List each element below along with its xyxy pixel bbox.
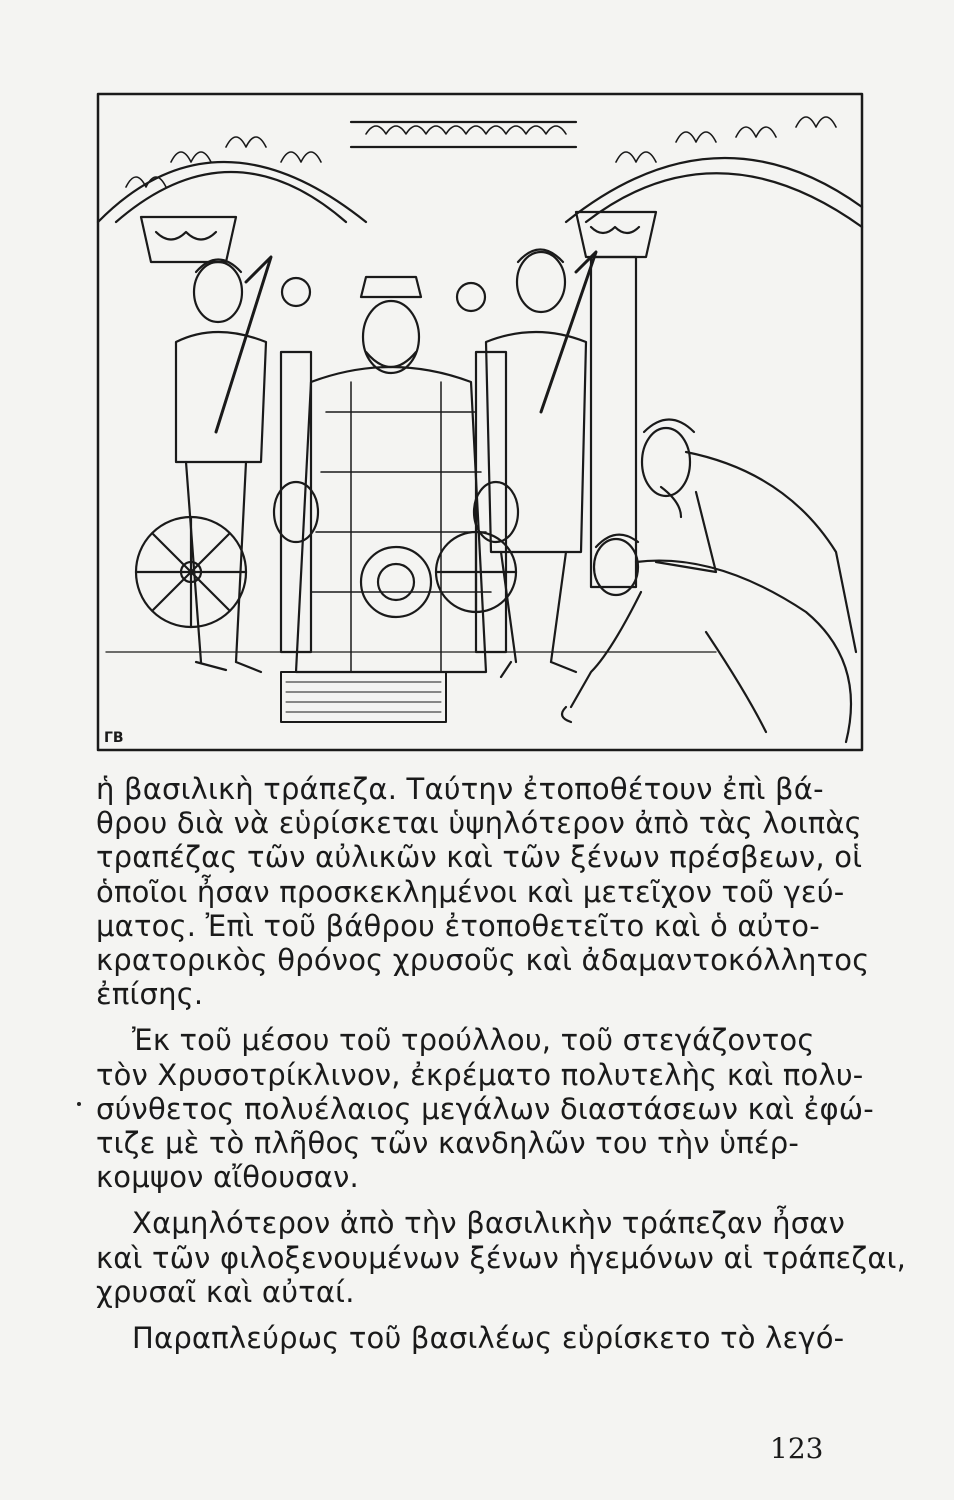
text-line: ἐπίσης.	[96, 977, 204, 1012]
text-line: Χαμηλότερον ἀπὸ τὴν βασιλικὴν τράπεζαν ἦσαν	[132, 1206, 845, 1241]
text-line: ματος. Ἐπὶ τοῦ βάθρου ἐτοποθετεῖτο καὶ ὁ αὐτο-	[96, 908, 820, 943]
footstool	[281, 672, 446, 722]
margin-mark	[77, 1102, 81, 1106]
column-capitals	[141, 212, 656, 262]
paragraph	[96, 1206, 907, 1309]
illustrator-signature: ΓΒ	[104, 730, 124, 746]
text-line: Παραπλεύρως τοῦ βασιλέως εὑρίσκετο τὸ λεγό-	[132, 1321, 845, 1356]
guard-left	[136, 257, 271, 672]
text-line: ἡ βασιλικὴ τράπεζα. Ταύτην ἐτοποθέτουν ἐπὶ βά-	[96, 772, 824, 806]
text-line: ὁποῖοι ἦσαν προσκεκλημένοι καὶ μετεῖχον τοῦ γεύ-	[96, 874, 845, 909]
paragraph	[96, 1321, 864, 1355]
illustration	[96, 92, 864, 752]
text-line: τραπέζας τῶν αὐλικῶν καὶ τῶν ξένων πρέσβεων, οἱ	[96, 840, 863, 875]
text-line: καὶ τῶν φιλοξενουμένων ξένων ἡγεμόνων αἱ τράπεζαι,	[96, 1240, 907, 1275]
paragraph	[96, 772, 870, 1012]
page-number: 123	[770, 1432, 824, 1465]
paragraph	[96, 1023, 874, 1195]
body-text	[96, 772, 907, 1356]
bowing-courtier	[642, 420, 856, 653]
text-line: χρυσαῖ καὶ αὐταί.	[96, 1274, 355, 1309]
text-line: κομψον αἴθουσαν.	[96, 1160, 359, 1195]
arches	[98, 117, 862, 227]
text-line: τὸν Χρυσοτρίκλινον, ἐκρέματο πολυτελὴς καὶ πολυ-	[96, 1057, 864, 1092]
prostrating-envoy	[562, 535, 851, 742]
text-line: σύνθετος πολυέλαιος μεγάλων διαστάσεων καὶ ἐφώ-	[96, 1091, 874, 1126]
emperor	[274, 277, 518, 672]
text-line: κρατορικὸς θρόνος χρυσοῦς καὶ ἀδαμαντοκόλλητος	[96, 943, 870, 978]
guard-right	[436, 250, 596, 678]
text-line: θρου διὰ νὰ εὑρίσκεται ὑψηλότερον ἀπὸ τὰς λοιπὰς	[96, 806, 862, 841]
text-line: τιζε μὲ τὸ πλῆθος τῶν κανδηλῶν του τὴν ὑπέρ-	[96, 1126, 800, 1161]
text-line: Ἐκ τοῦ μέσου τοῦ τρούλλου, τοῦ στεγάζοντος	[132, 1023, 815, 1058]
